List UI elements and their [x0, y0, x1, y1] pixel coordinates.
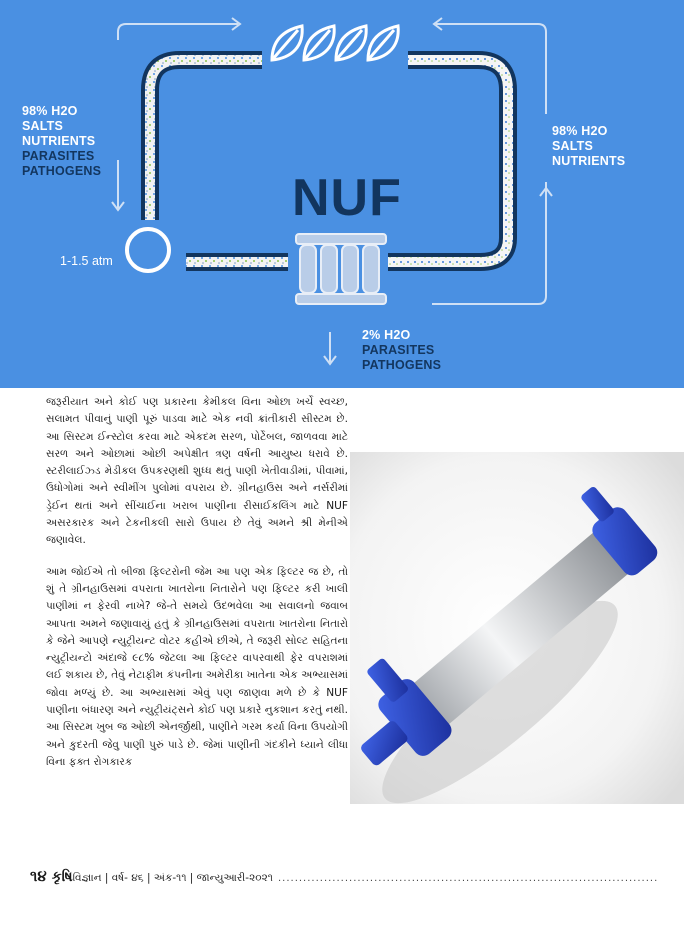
nuf-diagram	[0, 0, 684, 388]
article-body	[46, 394, 348, 785]
leaves-icon	[272, 26, 398, 60]
footer-dotted-rule: ...........................................................................................	[277, 873, 659, 884]
pressure-label: 1-1.5 atm	[60, 254, 113, 268]
waste-water-label: 2% H2O	[362, 328, 411, 342]
page-footer	[30, 866, 660, 886]
input-salts-label: SALTS	[22, 119, 64, 133]
input-stream-labels	[22, 104, 101, 179]
return-stream-labels	[552, 124, 625, 169]
filter-unit-icon	[296, 234, 386, 304]
filter-cartridge-image	[350, 452, 684, 804]
magazine-issue-info: વિજ્ઞાન | વર્ષ- ૪૬ | અંક-૧૧ | જાન્યુઆરી-૨૦૨૧	[72, 872, 273, 884]
waste-parasites-label: PARASITES	[362, 343, 435, 357]
input-nutrients-label: NUTRIENTS	[22, 134, 96, 148]
return-water-label: 98% H2O	[552, 124, 608, 138]
waste-pathogens-label: PATHOGENS	[362, 358, 442, 372]
inlet-pipe	[150, 60, 262, 220]
input-pathogens-label: PATHOGENS	[22, 164, 102, 178]
page-number: ૧૪	[30, 867, 47, 885]
input-water-label: 98% H2O	[22, 104, 78, 118]
return-salts-label: SALTS	[552, 139, 594, 153]
nuf-title: NUF	[292, 169, 402, 227]
waste-stream-labels	[362, 328, 441, 373]
pump-icon	[127, 229, 169, 271]
article-paragraph-1: જરૂરીયાત અને કોઈ પણ પ્રકારના કેમીકલ વિના ઓછા ખર્ચે સ્વચ્છ, સલામત પીવાનું પાણી પૂરું પાડવા માટે એક નવી ક્રાંતીકારી સીસ્ટમ છે. આ સિસ્ટમ ઈન્સ્ટોલ કરવા માટે એકદમ સરળ, પોર્ટેબલ, જાળવવા માટે સરળ અને ઓછામાં ઓછી અપેક્ષીત ત્રણ વર્ષની આયુષ્ય ધરાવે છે. સ્ટરીલાઈઝ્ડ મેડીકલ ઉપકરણથી શુધ્ધ થતું પાણી ખેતીવાડીમાં, પીવામાં, ઉધોગોમાં અને સ્વીમીંગ પુલોમાં વપરાય છે. ગ્રીનહાઉસ અને નર્સરીમાં ડ્રેઈન થતાં અને સીંચાઈના ખરાબ પાણીના રીસાઈકલિંગ માટે NUF અસરકારક અને ટેકનીકલી સારો ઉપાય છે તેવું અમને શ્રી મેનીએ જણાવેલ.	[46, 396, 348, 547]
return-pipe	[388, 60, 508, 262]
return-nutrients-label: NUTRIENTS	[552, 154, 626, 168]
input-parasites-label: PARASITES	[22, 149, 95, 163]
magazine-brand: કૃષિ	[51, 869, 73, 885]
article-paragraph-2: આમ જોઈએ તો બીજા ફિલ્ટરોની જેમ આ પણ એક ફિલ્ટર જ છે, તો શું તે ગ્રીનહાઉસમાં વપરાતા ખાતરોના નિતારોને પણ ફિલ્ટર કરી ખાલી પાણીમાં ન ફેરવી નાખે? જે-તે સમયે ઉદભવેલા આ સવાલનો જવાબ આપતા અમને જણાવાયું હતું કે ગ્રીનહાઉસમાં વપરાતા ખાતરોના નિતારો કે જેને આપણે ન્યુટ્રીયન્ટ વોટર કહીએ છીએ, તે જરૂરી સોલ્ટ સહિતના ન્યુટ્રીયન્ટો અંદાજે ૯૮% જેટલા આ ફિલ્ટર વાપરવાથી ફેર વપરાશમાં લઈ શકાય છે, તેવું નેટાફીમ કંપનીના અમેરીકા ખાતેના એક અભ્યાસમાં જોવા મળ્યું છે. આ અભ્યાસમાં એવું પણ જાણવા મળે છે કે NUF પાણીના બંધારણ અને ન્યુટ્રીયંટ્સને કોઈ પણ પ્રકારે નુકશાન કરતું નથી. આ સિસ્ટમ ખુબ જ ઓછી એનર્જીથી, પાણીને ગરમ કર્યા વિના ઉપયોગી અને કુદરતી જેવુ પાણી પુરું પાડે છે. જેમાં પાણીની ગંદકીને ધ્યાને લીધા વિના ફક્ત રોગકારક	[46, 565, 348, 768]
